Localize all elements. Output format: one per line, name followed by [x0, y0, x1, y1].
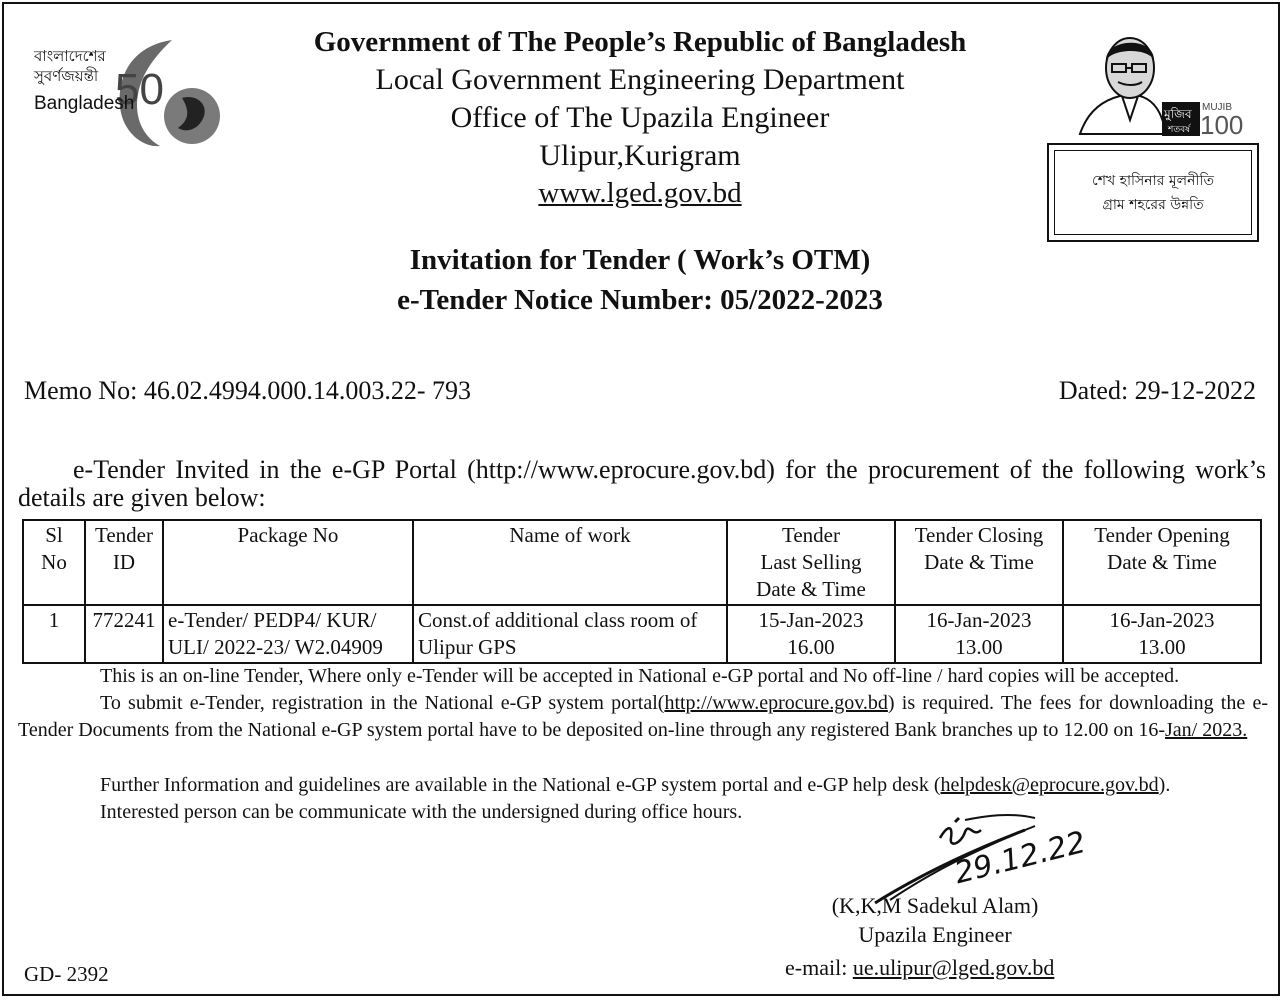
note-further-info: Further Information and guidelines are available in the National e-GP system portal and e-GP help desk (helpdesk@eprocure.gov.bd). Interested person can be communicate with the undersigned during office hours. — [18, 772, 1268, 826]
header-government: Government of The People’s Republic of Bangladesh — [313, 26, 967, 58]
note-registration: To submit e-Tender, registration in the National e-GP system portal(http://www.eprocure.gov.bd) is required. The fees for downloading the e-Tender Documents from the National e-GP system portal have to be deposited on-line through any registered Bank branches up to 12.00 on 16-Jan/ 2023. — [18, 692, 1268, 741]
jubilee-bengali-line1: বাংলাদেশের — [34, 47, 106, 65]
title-notice-number: e-Tender Notice Number: 05/2022-2023 — [397, 284, 883, 316]
svg-text:50: 50 — [115, 65, 164, 114]
cell-closing: 16-Jan-2023 13.00 — [895, 605, 1063, 663]
memo-date: Dated: 29-12-2022 — [1058, 376, 1256, 405]
jubilee-bengali-line2: সুবর্ণজয়ন্তী — [34, 67, 99, 85]
header-department: Local Government Engineering Department — [375, 63, 905, 96]
golden-jubilee-logo — [22, 36, 227, 151]
table-row — [23, 605, 1261, 663]
deadline-date: Jan/ 2023. — [1165, 719, 1248, 741]
footer-code: GD- 2392 — [24, 962, 109, 986]
cell-work: Const.of additional class room of Ulipur GPS — [413, 605, 727, 663]
col-sl: Sl No — [23, 520, 85, 605]
egp-portal-link[interactable]: http://www.eprocure.gov.bd — [664, 692, 888, 714]
header-office: Office of The Upazila Engineer — [450, 101, 830, 134]
col-selling: Tender Last Selling Date & Time — [727, 520, 895, 605]
signatory-email: e-mail: ue.ulipur@lged.gov.bd — [785, 955, 1055, 980]
header-location: Ulipur,Kurigram — [539, 139, 741, 172]
table-header-row — [23, 520, 1261, 605]
col-package: Package No — [163, 520, 413, 605]
svg-text:MUJIB: MUJIB — [1202, 102, 1232, 113]
cell-sl: 1 — [23, 605, 85, 663]
note-online-tender: This is an on-line Tender, Where only e-Tender will be accepted in National e-GP portal and No off-line / hard copies will be accepted. — [100, 665, 1180, 687]
svg-text:শতবর্ষ: শতবর্ষ — [1168, 125, 1191, 135]
tender-table — [22, 519, 1262, 664]
svg-text:মুজিব: মুজিব — [1164, 107, 1192, 121]
cell-opening: 16-Jan-2023 13.00 — [1063, 605, 1261, 663]
mujib-portrait-icon — [1070, 30, 1244, 140]
signatory-email-link[interactable]: ue.ulipur@lged.gov.bd — [852, 955, 1055, 980]
cell-selling: 15-Jan-2023 16.00 — [727, 605, 895, 663]
mujib-100-logo — [1070, 30, 1244, 140]
col-opening: Tender Opening Date & Time — [1063, 520, 1261, 605]
signatory-designation: Upazila Engineer — [858, 922, 1012, 947]
jubilee-bangladesh-word: Bangladesh — [34, 93, 135, 114]
svg-text:100: 100 — [1200, 110, 1244, 140]
slogan-box — [1047, 143, 1259, 242]
title-invitation: Invitation for Tender ( Work’s OTM) — [409, 244, 871, 276]
col-work: Name of work — [413, 520, 727, 605]
slogan-line1: শেখ হাসিনার মূলনীতি — [1092, 172, 1214, 189]
memo-number: Memo No: 46.02.4994.000.14.003.22- 793 — [24, 376, 472, 405]
slogan-line2: গ্রাম শহরের উন্নতি — [1102, 196, 1204, 213]
col-tender-id: Tender ID — [85, 520, 163, 605]
intro-paragraph: e-Tender Invited in the e-GP Portal (http://www.eprocure.gov.bd) for the procurement of the following work’s details are given below: — [18, 455, 1266, 512]
header-website-link[interactable]: www.lged.gov.bd — [538, 177, 742, 209]
helpdesk-email-link[interactable]: helpdesk@eprocure.gov.bd — [940, 774, 1159, 796]
note-contact: Interested person can be communicate with the undersigned during office hours. — [100, 801, 743, 823]
cell-tender-id: 772241 — [85, 605, 163, 663]
signatory-name: (K,K,M Sadekul Alam) — [831, 893, 1039, 918]
col-closing: Tender Closing Date & Time — [895, 520, 1063, 605]
svg-text:29.12.22: 29.12.22 — [951, 824, 1090, 892]
cell-package: e-Tender/ PEDP4/ KUR/ ULI/ 2022-23/ W2.04909 — [163, 605, 413, 663]
